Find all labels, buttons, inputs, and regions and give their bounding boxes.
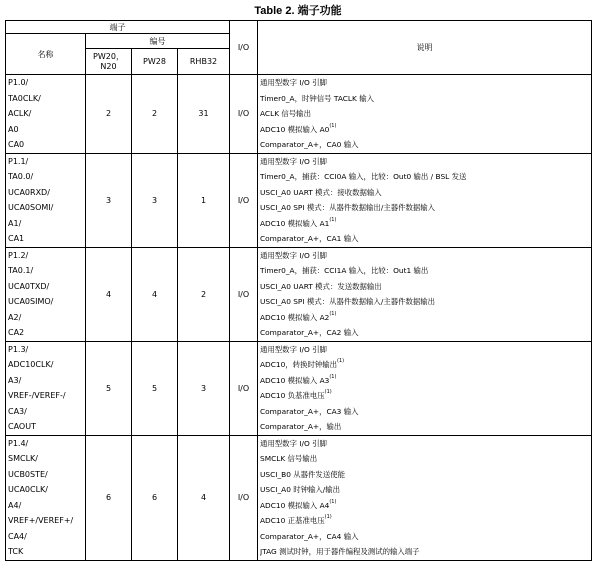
io-cell: I/O (230, 247, 258, 341)
description-text: 通用型数字 I/O 引脚 (260, 250, 327, 260)
pw20-cell: 5 (86, 341, 132, 435)
pw20-cell: 2 (86, 75, 132, 154)
io-cell: I/O (230, 153, 258, 247)
pw28-cell: 4 (132, 247, 178, 341)
description-text: Comparator_A+，CA0 输入 (260, 140, 359, 149)
pin-name-line: CA4/ (8, 531, 27, 541)
description-text: Timer0_A，捕获：CCI1A 输入，比较：Out1 输出 (260, 266, 429, 275)
pin-name-line: TA0.1/ (8, 266, 34, 275)
footnote-marker: (1) (329, 373, 337, 380)
rhb32-cell: 2 (178, 247, 230, 341)
description-text: Timer0_A，捕获：CCI0A 输入，比较：Out0 输出 / BSL 发送 (260, 172, 467, 181)
description-text: SMCLK 信号输出 (260, 454, 318, 463)
pin-name-cell (6, 247, 86, 341)
description-text: USCI_B0 从器件发送使能 (260, 469, 345, 479)
description-text: 通用型数字 I/O 引脚 (260, 78, 327, 87)
description-line (260, 248, 591, 264)
pin-function-table (5, 20, 592, 561)
description-line (260, 154, 591, 170)
description-line (260, 231, 591, 247)
description-cell (258, 341, 592, 435)
table-row (6, 247, 592, 341)
pin-name-line: P1.1/ (8, 156, 29, 166)
pin-name-line: UCA0SIMO/ (8, 297, 54, 306)
description-cell (258, 435, 592, 560)
io-cell: I/O (230, 435, 258, 560)
description-line (260, 388, 591, 404)
description-text: USCI_A0 UART 模式：接收数据输入 (260, 187, 382, 197)
pin-name-line: UCB0STE/ (8, 469, 48, 479)
description-line (260, 294, 591, 310)
description-text: Comparator_A+，CA3 输入 (260, 406, 359, 416)
pin-name-line: UCA0CLK/ (8, 485, 48, 494)
description-line (260, 482, 591, 498)
pin-name-line: CA0 (8, 140, 25, 149)
pin-name-line: P1.0/ (8, 78, 29, 87)
pin-name-line: CA2 (8, 328, 25, 337)
rhb32-cell: 3 (178, 341, 230, 435)
header-pin: 端子 (6, 21, 230, 34)
description-line (260, 436, 591, 452)
description-text: ADC10 模拟输入 A3 (260, 375, 330, 385)
footnote-marker: (1) (329, 310, 337, 317)
footnote-marker: (1) (337, 358, 345, 364)
pin-name-line: A1/ (8, 218, 22, 228)
table-title: Table 2. 端子功能 (254, 5, 342, 17)
description-cell (258, 247, 592, 341)
io-cell: I/O (230, 75, 258, 154)
description-text: USCI_A0 SPI 模式：从器件数据输出/主器件数据输入 (260, 203, 436, 212)
pin-name-line: SMCLK/ (8, 454, 38, 463)
pin-name-cell (6, 435, 86, 560)
pin-name-line: ACLK/ (8, 109, 32, 118)
description-text: 通用型数字 I/O 引脚 (260, 344, 327, 354)
description-text: USCI_A0 SPI 模式：从器件数据输入/主器件数据输出 (260, 297, 436, 306)
description-text: Timer0_A，时钟信号 TACLK 输入 (260, 93, 375, 103)
footnote-marker: (1) (324, 389, 332, 395)
description-line (260, 106, 591, 122)
description-text: ADC10 正基准电压 (260, 516, 325, 525)
description-line (260, 404, 591, 420)
description-line (260, 357, 591, 373)
header-name: 名称 (6, 34, 86, 75)
table-body (6, 75, 592, 561)
table-row (6, 435, 592, 560)
footnote-marker: (1) (329, 216, 337, 223)
pin-name-line: TA0CLK/ (8, 93, 41, 103)
description-text: ADC10 负基准电压 (260, 391, 325, 400)
pw20-cell: 4 (86, 247, 132, 341)
pin-name-line: A4/ (8, 500, 22, 510)
pin-name-line: VREF+/VEREF+/ (8, 516, 74, 525)
description-line (260, 169, 591, 185)
description-line (260, 342, 591, 358)
pin-name-cell (6, 75, 86, 154)
description-line (260, 279, 591, 295)
table-row (6, 75, 592, 154)
description-line (260, 419, 591, 435)
description-line (260, 373, 591, 389)
description-text: 通用型数字 I/O 引脚 (260, 438, 327, 448)
header-description: 说明 (258, 21, 592, 75)
description-line (260, 529, 591, 545)
description-line (260, 185, 591, 201)
pin-name-line: P1.4/ (8, 438, 29, 448)
pin-name-line: UCA0SOMI/ (8, 203, 54, 212)
description-line (260, 216, 591, 232)
header-number: 编号 (86, 34, 230, 49)
rhb32-cell: 1 (178, 153, 230, 247)
footnote-marker: (1) (324, 514, 332, 520)
pin-name-line: P1.3/ (8, 344, 29, 354)
pin-name-line: UCA0TXD/ (8, 281, 50, 291)
description-text: ADC10 模拟输入 A1 (260, 218, 330, 228)
pin-name-line: ADC10CLK/ (8, 360, 54, 369)
pw20-cell: 3 (86, 153, 132, 247)
description-line (260, 137, 591, 153)
description-line (260, 200, 591, 216)
description-text: ADC10 模拟输入 A2 (260, 312, 330, 322)
pin-name-line: A2/ (8, 312, 22, 322)
rhb32-cell: 4 (178, 435, 230, 560)
pin-name-cell (6, 341, 86, 435)
pin-name-line: TCK (8, 547, 24, 556)
table-row (6, 153, 592, 247)
pin-name-line: VREF-/VEREF-/ (8, 391, 66, 400)
description-text: ADC10，转换时钟输出 (260, 360, 338, 369)
description-text: ACLK 信号输出 (260, 109, 311, 118)
footnote-marker: (1) (329, 498, 337, 505)
description-text: Comparator_A+，输出 (260, 422, 342, 431)
pin-name-line: UCA0RXD/ (8, 187, 50, 197)
table-row (6, 341, 592, 435)
pw28-cell: 2 (132, 75, 178, 154)
description-line (260, 498, 591, 514)
description-line (260, 544, 591, 560)
description-line (260, 91, 591, 107)
pw28-cell: 6 (132, 435, 178, 560)
description-text: Comparator_A+，CA4 输入 (260, 531, 359, 541)
pin-name-cell (6, 153, 86, 247)
description-line (260, 467, 591, 483)
pw28-cell: 5 (132, 341, 178, 435)
io-cell: I/O (230, 341, 258, 435)
description-text: JTAG 测试时钟，用于器件编程及测试的输入端子 (260, 547, 420, 556)
description-cell (258, 75, 592, 154)
pin-name-line: TA0.0/ (8, 172, 34, 181)
description-text: ADC10 模拟输入 A0 (260, 124, 330, 134)
pin-name-line: CAOUT (8, 422, 36, 431)
description-line (260, 263, 591, 279)
pw20-cell: 6 (86, 435, 132, 560)
description-line (260, 451, 591, 467)
description-text: 通用型数字 I/O 引脚 (260, 156, 327, 166)
pin-name-line: P1.2/ (8, 250, 29, 260)
description-line (260, 122, 591, 138)
header-io: I/O (230, 21, 258, 75)
description-line (260, 75, 591, 91)
pin-name-line: A3/ (8, 375, 22, 385)
description-text: ADC10 模拟输入 A4 (260, 500, 330, 510)
pin-name-line: CA3/ (8, 406, 27, 416)
description-text: USCI_A0 时钟输入/输出 (260, 485, 341, 494)
pw28-cell: 3 (132, 153, 178, 247)
header-pw28: PW28 (132, 49, 178, 75)
description-text: USCI_A0 UART 模式：发送数据输出 (260, 281, 382, 291)
description-line (260, 310, 591, 326)
pin-name-line: CA1 (8, 234, 25, 243)
pin-name-line: A0 (8, 124, 19, 134)
header-rhb32: RHB32 (178, 49, 230, 75)
description-text: Comparator_A+，CA2 输入 (260, 328, 359, 337)
footnote-marker: (1) (329, 122, 337, 129)
header-pw20: PW20，N20 (86, 49, 132, 75)
description-cell (258, 153, 592, 247)
description-line (260, 325, 591, 341)
description-line (260, 513, 591, 529)
rhb32-cell: 31 (178, 75, 230, 154)
description-text: Comparator_A+，CA1 输入 (260, 234, 359, 243)
